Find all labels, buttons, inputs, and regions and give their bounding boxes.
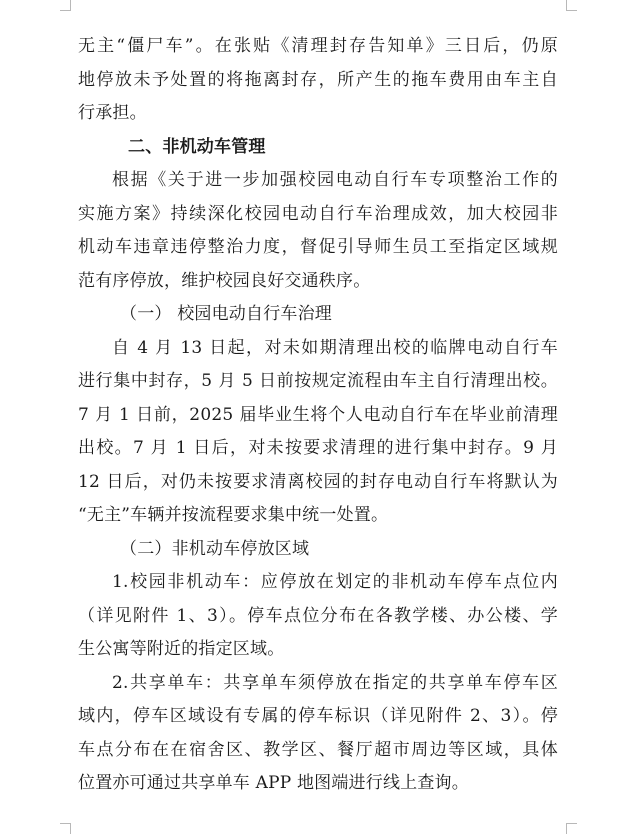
paragraph-line: 12 日后，对仍未按要求清离校园的封存电动自行车将默认为 bbox=[78, 471, 558, 492]
paragraph-line: 无主“僵尸车”。在张贴《清理封存告知单》三日后，仍原 bbox=[78, 36, 558, 56]
paragraph-line: 进行集中封存，5 月 5 日前按规定流程由车主自行清理出校。 bbox=[78, 371, 558, 391]
paragraph-line: 位置亦可通过共享单车 APP 地图端进行线上查询。 bbox=[78, 773, 469, 793]
paragraph-line: 出校。7 月 1 日后，对未按要求清理的进行集中封存。9 月 bbox=[78, 438, 558, 458]
paragraph-line: 2.共享单车：共享单车须停放在指定的共享单车停车区 bbox=[112, 672, 558, 693]
paragraph-line: 地停放未予处置的将拖离封存，所产生的拖车费用由车主自 bbox=[78, 69, 558, 90]
crop-mark-bottom-left bbox=[60, 823, 71, 834]
paragraph-line: 根据《关于进一步加强校园电动自行车专项整治工作的 bbox=[112, 170, 558, 190]
paragraph-line: 范有序停放，维护校园良好交通秩序。 bbox=[78, 270, 371, 291]
crop-mark-top-left bbox=[60, 0, 71, 11]
paragraph-line: 行承担。 bbox=[78, 103, 147, 123]
paragraph-line: 1.校园非机动车：应停放在划定的非机动车停车点位内 bbox=[112, 572, 558, 592]
paragraph-line: 实施方案》持续深化校园电动自行车治理成效，加大校园非 bbox=[78, 203, 558, 224]
paragraph-line: 机动车违章违停整治力度，督促引导师生员工至指定区域规 bbox=[78, 237, 558, 257]
paragraph-line: 自 4 月 13 日起，对未如期清理出校的临牌电动自行车 bbox=[112, 337, 558, 358]
document-body bbox=[78, 30, 558, 801]
paragraph-line: （详见附件 1、3）。停车点位分布在各教学楼、办公楼、学 bbox=[78, 605, 558, 626]
subsection-heading: （一） 校园电动自行车治理 bbox=[120, 304, 333, 324]
paragraph-line: 7 月 1 日前，2025 届毕业生将个人电动自行车在毕业前清理 bbox=[78, 404, 558, 425]
paragraph-line: “无主”车辆并按流程要求集中统一处置。 bbox=[78, 505, 389, 525]
crop-mark-top-right bbox=[566, 0, 577, 11]
paragraph-line: 车点分布在在宿舍区、教学区、餐厅超市周边等区域，具体 bbox=[78, 739, 558, 760]
subsection-heading: （二）非机动车停放区域 bbox=[120, 538, 310, 559]
paragraph-line: 生公寓等附近的指定区域。 bbox=[78, 639, 285, 659]
section-heading: 二、非机动车管理 bbox=[128, 136, 266, 157]
crop-mark-bottom-right bbox=[566, 823, 577, 834]
paragraph-line: 域内，停车区域设有专属的停车标识（详见附件 2、3）。停 bbox=[78, 706, 558, 726]
